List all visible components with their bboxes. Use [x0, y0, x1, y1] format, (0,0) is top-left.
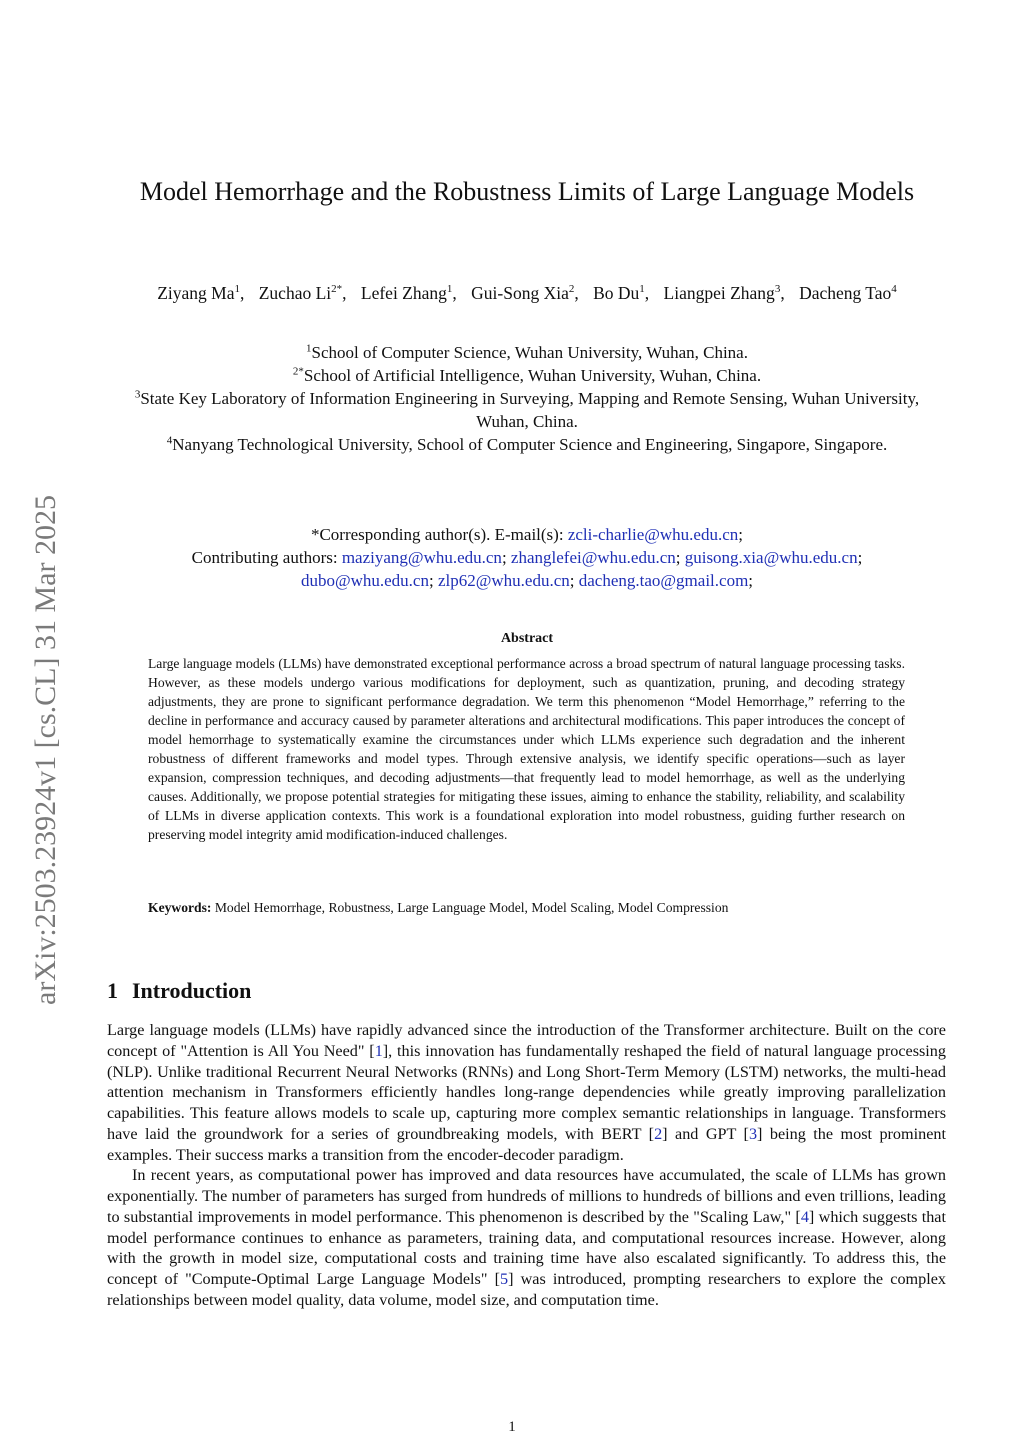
abstract-text: Large language models (LLMs) have demonstrated exceptional performance across a broad spectrum of natural language processing tasks. However, as these models undergo various modifications for deployment, such as quantization, pruning, and decoding strategy adjustments, they are prone to significant performance degradation. We term this phenomenon “Model Hemorrhage,” referring to the decline in performance and accuracy caused by parameter alterations and architectural modifications. This paper introduces the concept of model hemorrhage to systematically examine the circumstances under which LLMs experience such degradation and the inherent robustness of different frameworks and model types. Through extensive analysis, we identify specific operations—such as layer expansion, compression techniques, and decoding adjustments—that frequently lead to model hemorrhage, as well as the underlying causes. Additionally, we propose potential strategies for mitigating these issues, aiming to enhance the stability, reliability, and scalability of LLMs in diverse application contexts. This work is a foundational exploration into model robustness, guiding further research on preserving model integrity amid modification-induced challenges. — [148, 656, 905, 842]
affiliation: $^1$School of Computer Science, Wuhan University, Wuhan, China. — [306, 342, 748, 362]
citation-link[interactable]: 2 — [654, 1124, 663, 1143]
author: Dacheng Tao$^4$ — [799, 283, 897, 303]
author: Zuchao $Li^{2*}$, — [258, 283, 347, 303]
corresponding-label: *Corresponding author(s). E-mail(s): — [310, 525, 564, 544]
contact-block: *Corresponding author(s). E-mail(s): zcli-charlie@whu.edu.cn; Contributing authors: maziyang@whu.edu.cn; zhanglefei@whu.edu.cn; guisong.xia@whu.edu.cn; dubo@whu.edu.cn; zlp62@whu.edu.cn; dacheng.tao@gmail.com; — [191, 525, 863, 590]
email-link[interactable]: guisong.xia@whu.edu.cn — [684, 548, 858, 567]
email-link[interactable]: zcli-charlie@whu.edu.cn — [567, 525, 739, 544]
citation-link[interactable]: 5 — [499, 1270, 509, 1288]
section-heading — [107, 978, 251, 1004]
author: Ziyang Ma$^1$, — [157, 283, 245, 303]
affiliation: $^4$Nanyang Technological University, School of Computer Science and Engineering, Singapore, Singapore. — [166, 434, 888, 454]
section-number: 1 — [107, 978, 118, 1003]
email-link[interactable]: zhanglefei@whu.edu.cn — [510, 548, 676, 567]
keywords — [148, 898, 905, 917]
author: Gui-Song Xia$^2$, — [471, 283, 579, 303]
citation-link[interactable]: 3 — [748, 1124, 758, 1143]
section-body — [107, 1020, 946, 1311]
paper-title: Model Hemorrhage and the Robustness Limits of Large Language Models — [139, 177, 915, 206]
section-title: Introduction — [132, 978, 252, 1003]
contributing-label: Contributing authors: — [191, 548, 338, 567]
author-list — [110, 281, 944, 306]
author: Bo Du$^1$, — [593, 283, 650, 303]
email-link[interactable]: maziyang@whu.edu.cn — [341, 548, 502, 567]
page-number: 1 — [508, 1419, 516, 1435]
email-link[interactable]: zlp62@whu.edu.cn — [437, 571, 570, 590]
email-link[interactable]: dubo@whu.edu.cn — [300, 571, 429, 590]
arxiv-stamp: arXiv:2503.23924v1 [cs.CL] 31 Mar 2025 — [29, 495, 62, 1005]
author: Liangpei Zhang$^3$, — [663, 283, 785, 303]
author: Lefei Zhang$^1$, — [360, 283, 457, 303]
paragraph: Large language models (LLMs) have rapidly advanced since the introduction of the Transformer architecture. Built on the core concept of "Attention is All You Need" [1], this innovation has fundamentally reshaped the field of natural language processing (NLP). Unlike traditional Recurrent Neural Networks (RNNs) and Long Short-Term Memory (LSTM) networks, the multi-head attention mechanism in Transformers efficiently handles long-range dependencies while greatly improving parallelization capabilities. This feature allows models to scale up, capturing more complex semantic relationships in language. Transformers have laid the groundwork for a series of groundbreaking models, with BERT [2] and GPT [3] being the most prominent examples. Their success marks a transition from the encoder-decoder paradigm. — [107, 1021, 946, 1164]
citation-link[interactable]: 4 — [800, 1207, 809, 1226]
citation-link[interactable]: 1 — [374, 1041, 383, 1060]
paragraph: In recent years, as computational power has improved and data resources have accumulated, the scale of LLMs has grown exponentially. The number of parameters has surged from hundreds of millions to hundreds of billions and even trillions, leading to substantial improvements in model performance. This phenomenon is described by the "Scaling Law," [4] which suggests that model performance continues to enhance as parameters, training data, and computational resources increase. However, along with the growth in model size, computational costs and training time have also escalated significantly. To address this, the concept of "Compute-Optimal Large Language Models" [5] was introduced, prompting researchers to explore the complex relationships between model quality, data volume, model size, and computation time. — [107, 1166, 947, 1309]
affiliation: $^{2*}$School of Artificial Intelligence, Wuhan University, Wuhan, China. — [292, 365, 762, 385]
email-link[interactable]: dacheng.tao@gmail.com — [578, 571, 749, 590]
affiliation-list — [110, 341, 944, 456]
abstract-heading: Abstract — [500, 631, 554, 646]
keywords-text: Model Hemorrhage, Robustness, Large Language Model, Model Scaling, Model Compression — [214, 900, 729, 915]
keywords-label: Keywords: — [148, 900, 212, 915]
affiliation: $^3$State Key Laboratory of Information Engineering in Surveying, Mapping and Remote Sensing, Wuhan University, Wuhan, China. — [134, 388, 920, 431]
